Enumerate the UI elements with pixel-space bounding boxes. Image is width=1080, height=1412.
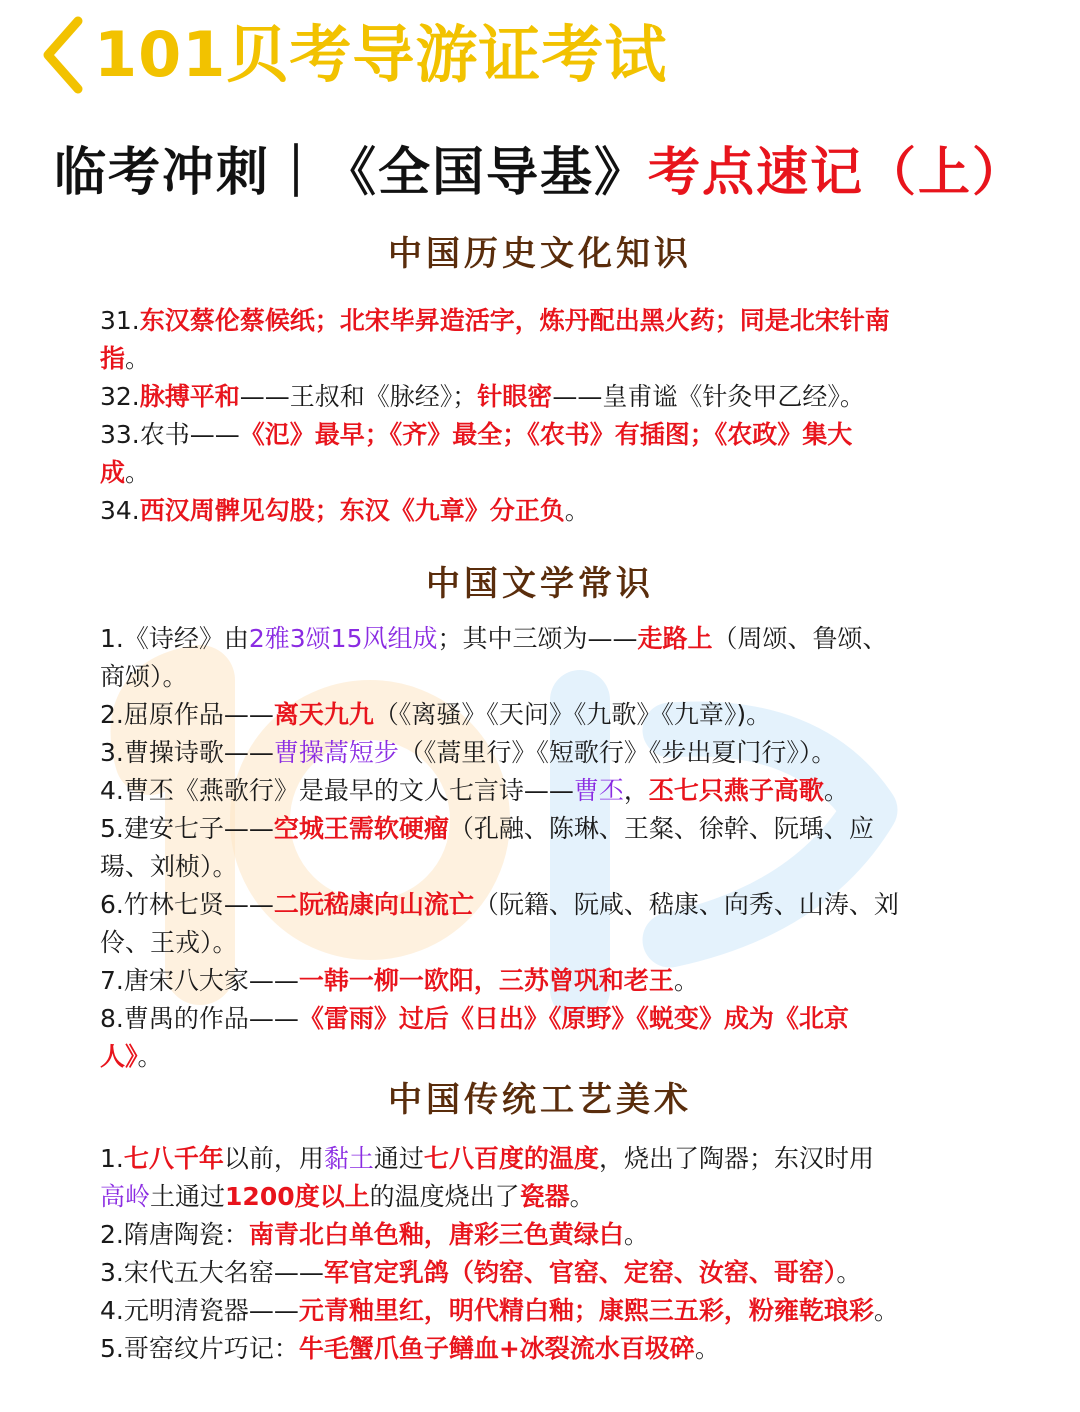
- text-segment: （《蒿里行》《短歌行》《步出夏门行》）。: [398, 738, 837, 767]
- text-segment: 6.竹林七贤——: [100, 890, 274, 919]
- text-segment: 3.宋代五大名窑——: [100, 1258, 324, 1287]
- text-segment: ，: [623, 776, 649, 805]
- list-line: [100, 1038, 990, 1076]
- list-line: [100, 1000, 990, 1038]
- section-literature-list: [100, 620, 990, 1076]
- text-segment: 1.《诗经》由: [100, 624, 249, 653]
- text-segment: 3.曹操诗歌——: [100, 738, 274, 767]
- text-segment: 32.: [100, 382, 140, 411]
- text-segment: 牛毛蟹爪鱼子鳝血+冰裂流水百圾碎: [298, 1334, 695, 1363]
- text-segment: 。: [125, 344, 151, 373]
- text-segment: 。: [569, 1182, 595, 1211]
- text-segment: 。: [873, 1296, 899, 1325]
- text-segment: 针眼密: [477, 382, 553, 411]
- list-line: [100, 696, 990, 734]
- section-crafts-list: [100, 1140, 990, 1368]
- text-segment: （周颂、鲁颂、: [712, 624, 888, 653]
- list-line: [100, 886, 990, 924]
- list-line: [100, 658, 990, 696]
- list-line: [100, 1292, 990, 1330]
- text-segment: 土通过: [150, 1182, 226, 1211]
- text-segment: 2雅3颂15风组成: [248, 624, 438, 653]
- list-line: [100, 302, 990, 340]
- list-line: [100, 416, 990, 454]
- text-segment: 高岭: [100, 1182, 151, 1211]
- section-history-list: [100, 302, 990, 530]
- list-line: [100, 1178, 990, 1216]
- text-segment: 。: [823, 776, 849, 805]
- text-segment: 成: [100, 458, 126, 487]
- text-segment: 31.: [100, 306, 140, 335]
- text-segment: （《离骚》《天问》《九歌》《九章》)。: [373, 700, 772, 729]
- list-line: [100, 340, 990, 378]
- section-title-literature: 中国文学常识: [426, 564, 654, 604]
- text-segment: 2.屈原作品——: [100, 700, 274, 729]
- text-segment: 七八千年: [123, 1144, 224, 1173]
- list-line: [100, 620, 990, 658]
- brand-title: 101贝考导游证考试: [94, 18, 668, 91]
- list-line: [100, 1216, 990, 1254]
- text-segment: 黏土: [323, 1144, 374, 1173]
- text-segment: 走路上: [637, 624, 713, 653]
- text-segment: 二阮嵇康向山流亡: [273, 890, 474, 919]
- text-segment: 南青北白单色釉，唐彩三色黄绿白: [248, 1220, 624, 1249]
- text-segment: 。: [125, 458, 151, 487]
- text-segment: 的温度烧出了: [369, 1182, 520, 1211]
- text-segment: 通过: [373, 1144, 424, 1173]
- text-segment: 元青釉里红，明代精白釉；康熙三五彩，粉雍乾琅彩: [298, 1296, 874, 1325]
- text-segment: 34.: [100, 496, 140, 525]
- section-title-crafts: 中国传统工艺美术: [388, 1080, 692, 1120]
- text-segment: 离天九九: [273, 700, 374, 729]
- list-line: [100, 1254, 990, 1292]
- section-title-history: 中国历史文化知识: [388, 234, 692, 274]
- text-segment: 曹操蒿短步: [273, 738, 399, 767]
- list-line: [100, 772, 990, 810]
- text-segment: 。: [673, 966, 699, 995]
- page-title-accent: 考点速记（上）: [648, 143, 1027, 203]
- chevron-left-icon[interactable]: [38, 15, 90, 95]
- text-segment: 。: [836, 1258, 862, 1287]
- text-segment: 2.隋唐陶瓷：: [100, 1220, 249, 1249]
- text-segment: 西汉周髀见勾股；东汉《九章》分正负: [139, 496, 565, 525]
- text-segment: ——皇甫谧《针灸甲乙经》。: [552, 382, 865, 411]
- text-segment: 7.唐宋八大家——: [100, 966, 299, 995]
- text-segment: 空城王需软硬瘤: [273, 814, 449, 843]
- text-segment: 瑒、刘桢）。: [100, 852, 238, 881]
- text-segment: （阮籍、阮咸、嵇康、向秀、山涛、刘: [473, 890, 899, 919]
- text-segment: ，烧出了陶器；东汉时用: [598, 1144, 874, 1173]
- text-segment: 伶、王戎）。: [100, 928, 238, 957]
- text-segment: 一韩一柳一欧阳，三苏曾巩和老王: [298, 966, 674, 995]
- text-segment: 1.: [100, 1144, 124, 1173]
- text-segment: ——王叔和《脉经》；: [239, 382, 478, 411]
- list-line: [100, 734, 990, 772]
- text-segment: （孔融、陈琳、王粲、徐幹、阮瑀、应: [448, 814, 874, 843]
- text-segment: 1200度以上: [225, 1182, 370, 1211]
- list-line: [100, 1330, 990, 1368]
- text-segment: 商颂）。: [100, 662, 188, 691]
- page-title: [0, 130, 1080, 205]
- text-segment: 。: [694, 1334, 720, 1363]
- text-segment: 东汉蔡伦蔡候纸；北宋毕昇造活字，炼丹配出黑火药；同是北宋针南: [139, 306, 890, 335]
- text-segment: 。: [137, 1042, 163, 1071]
- list-line: [100, 848, 990, 886]
- list-line: [100, 962, 990, 1000]
- text-segment: 。: [564, 496, 590, 525]
- text-segment: 七八百度的温度: [423, 1144, 599, 1173]
- text-segment: 脉搏平和: [139, 382, 240, 411]
- page-title-main: 临考冲刺｜《全国导基》: [53, 143, 648, 203]
- text-segment: 《雷雨》过后《日出》《原野》《蜕变》成为《北京: [298, 1004, 849, 1033]
- text-segment: 8.曹禺的作品——: [100, 1004, 299, 1033]
- text-segment: 指: [100, 344, 126, 373]
- text-segment: 瓷器: [519, 1182, 570, 1211]
- text-segment: 曹丕: [573, 776, 624, 805]
- text-segment: 军官定乳鸽（钧窑、官窑、定窑、汝窑、哥窑）: [323, 1258, 837, 1287]
- list-line: [100, 492, 990, 530]
- list-line: [100, 378, 990, 416]
- text-segment: 5.建安七子——: [100, 814, 274, 843]
- text-segment: 。: [623, 1220, 649, 1249]
- text-segment: 4.元明清瓷器——: [100, 1296, 299, 1325]
- text-segment: 人》: [100, 1042, 138, 1071]
- text-segment: 以前，用: [223, 1144, 324, 1173]
- text-segment: 33.农书——: [100, 420, 240, 449]
- list-line: [100, 810, 990, 848]
- text-segment: 4.曹丕《燕歌行》是最早的文人七言诗——: [100, 776, 574, 805]
- top-bar: [38, 10, 667, 100]
- text-segment: 5.哥窑纹片巧记：: [100, 1334, 299, 1363]
- text-segment: 丕七只燕子高歌: [648, 776, 824, 805]
- list-line: [100, 454, 990, 492]
- list-line: [100, 1140, 990, 1178]
- text-segment: ；其中三颂为——: [437, 624, 638, 653]
- list-line: [100, 924, 990, 962]
- text-segment: 《氾》最早；《齐》最全；《农书》有插图；《农政》集大: [239, 420, 853, 449]
